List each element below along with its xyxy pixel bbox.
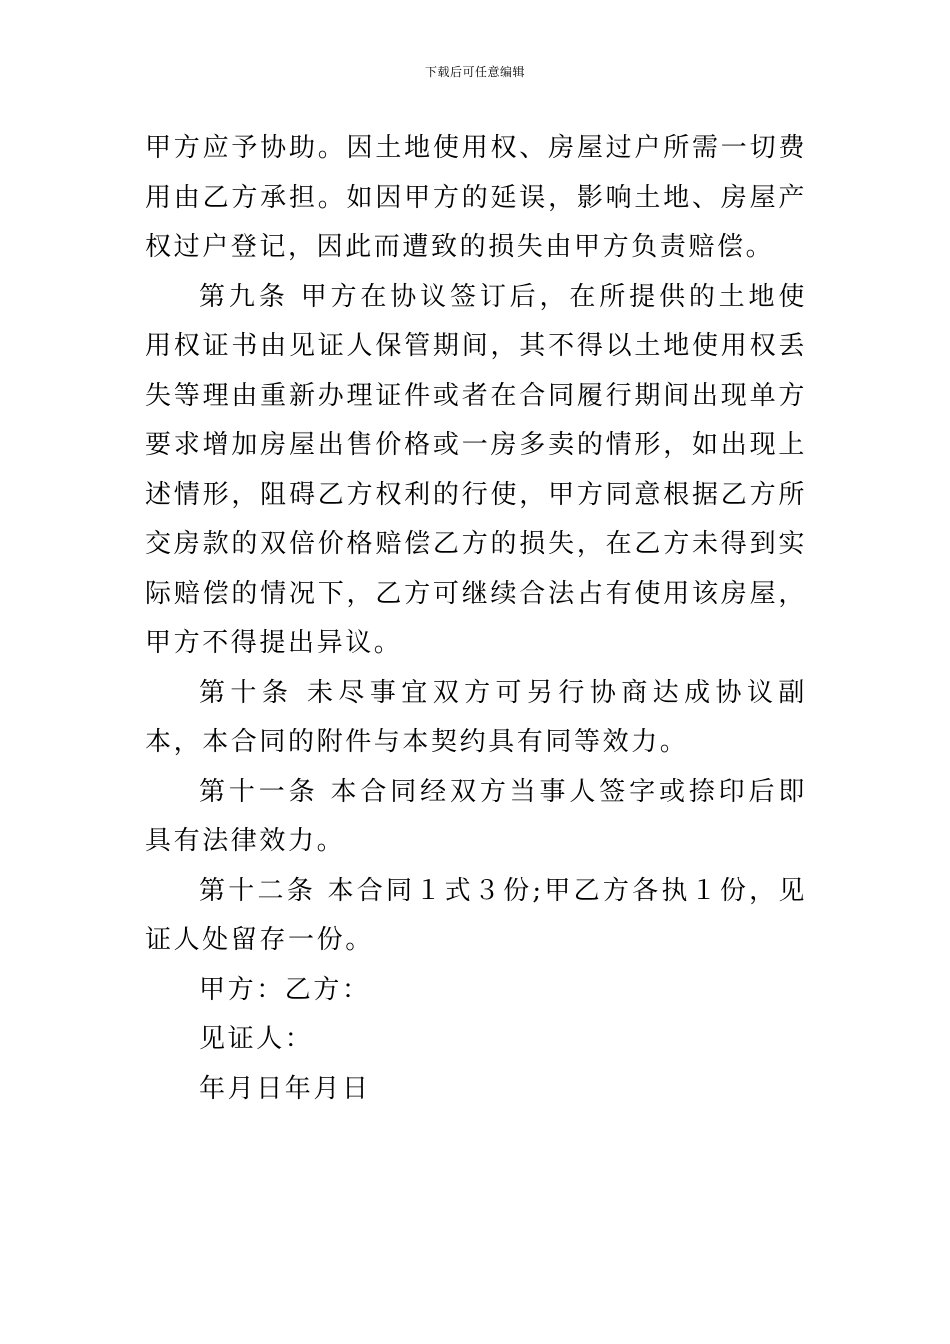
signature-date-line: 年月日年月日 xyxy=(199,1073,371,1104)
paragraph-continuation: 甲方应予协助。因土地使用权、房屋过户所需一切费用由乙方承担。如因甲方的延误，影响土地、房屋产权过户登记，因此而遭致的损失由甲方负责赔偿。 xyxy=(145,133,807,262)
paragraph-article-9: 第九条 甲方在协议签订后，在所提供的土地使用权证书由见证人保管期间，其不得以土地使用权丢失等理由重新办理证件或者在合同履行期间出现单方要求增加房屋出售价格或一房多卖的情形，如出现上述情形，阻碍乙方权利的行使，甲方同意根据乙方所交房款的双倍价格赔偿乙方的损失，在乙方未得到实际赔偿的情况下，乙方可继续合法占有使用该房屋，甲方不得提出异议。 xyxy=(145,281,807,658)
paragraph-article-12: 第十二条 本合同１式３份;甲乙方各执１份，见证人处留存一份。 xyxy=(145,875,807,955)
paragraph-article-10: 第十条 未尽事宜双方可另行协商达成协议副本，本合同的附件与本契约具有同等效力。 xyxy=(145,677,807,757)
document-body xyxy=(145,124,807,1114)
page-header-note: 下载后可任意编辑 xyxy=(424,65,525,79)
paragraph-article-11: 第十一条 本合同经双方当事人签字或捺印后即具有法律效力。 xyxy=(145,776,807,856)
signature-witness-line: 见证人： xyxy=(199,1024,314,1054)
signature-parties-line: 甲方：乙方： xyxy=(199,974,371,1005)
